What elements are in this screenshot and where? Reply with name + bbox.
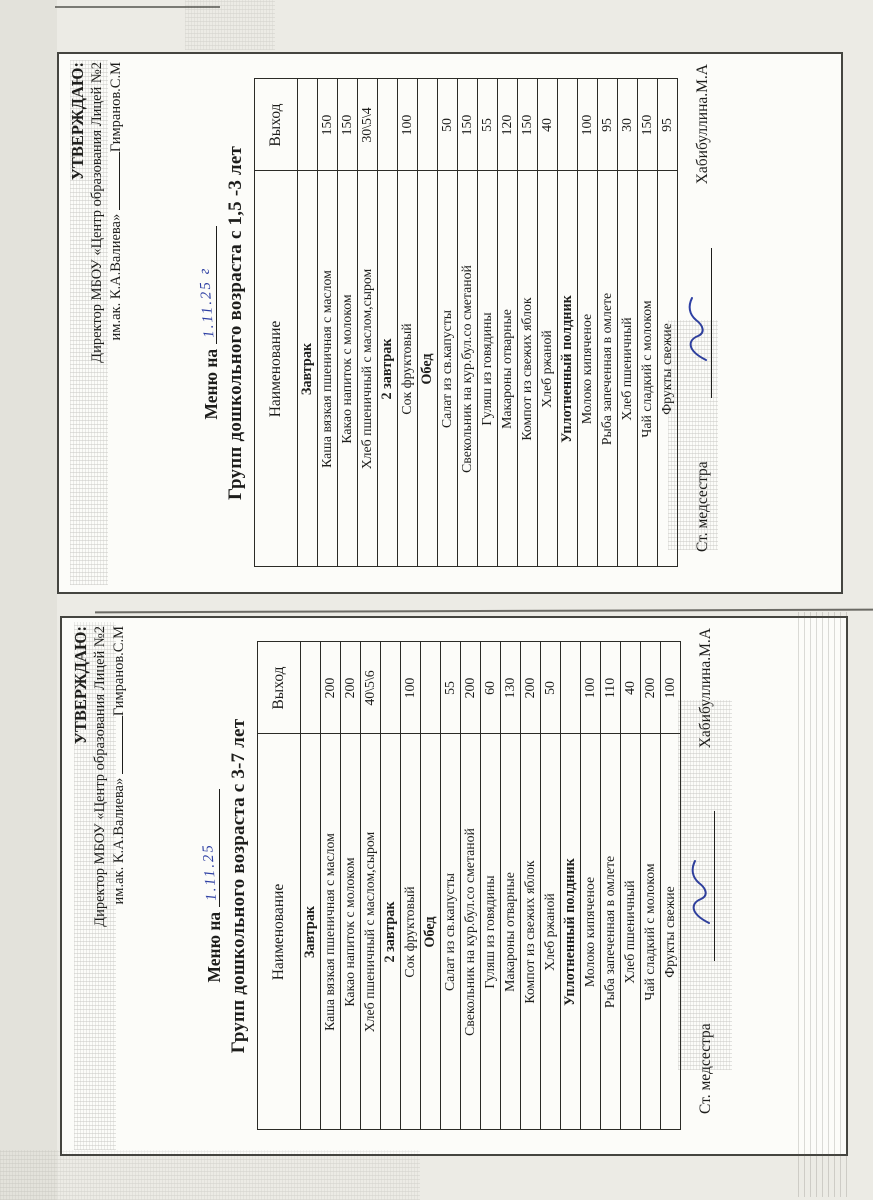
menu-item-row <box>361 642 381 1130</box>
dish-name: Свекольник на кур.бул.со сметаной <box>458 171 478 567</box>
table-header-output: Выход <box>258 642 301 734</box>
signature-blank <box>110 716 123 774</box>
menu-item-row <box>638 79 658 567</box>
approval-org: им.ак. К.А.Валиева» <box>108 213 125 341</box>
menu-table <box>254 79 678 568</box>
date-blank <box>201 789 220 907</box>
menu-item-row <box>458 79 478 567</box>
portion-output: 30\5\4 <box>358 79 378 171</box>
portion-output: 50 <box>438 79 458 171</box>
menu-item-row <box>578 79 598 567</box>
table-header-row <box>258 642 301 1130</box>
menu-item-row <box>438 79 458 567</box>
dish-name: Гуляш из говядины <box>478 171 498 567</box>
page-separator-line <box>95 609 873 614</box>
nurse-label: Ст. медсестра <box>694 461 712 552</box>
approval-director-line: Директор МБОУ «Центр образования Лицей №2 <box>92 626 109 927</box>
nurse-signature-line <box>697 616 715 1156</box>
section-row <box>381 642 401 1130</box>
portion-output: 150 <box>638 79 658 171</box>
nurse-name: Хабибуллина.М.А <box>694 64 712 185</box>
menu-item-row <box>441 642 461 1130</box>
dish-name: Завтрак <box>301 734 321 1130</box>
dish-name: Компот из свежих яблок <box>518 171 538 567</box>
portion-output: 55 <box>441 642 461 734</box>
menu-item-row <box>621 642 641 1130</box>
nurse-label: Ст. медсестра <box>697 1023 715 1114</box>
approval-director-line: Директор МБОУ «Центр образования Лицей №2 <box>89 62 106 363</box>
menu-item-row <box>518 79 538 567</box>
menu-label: Меню на <box>204 911 225 983</box>
section-row <box>418 79 438 567</box>
dish-name: Макароны отварные <box>501 734 521 1130</box>
scan-edge-artifact <box>55 6 220 8</box>
dish-name: Обед <box>418 171 438 567</box>
dish-name: Компот из свежих яблок <box>521 734 541 1130</box>
menu-item-row <box>341 642 361 1130</box>
dish-name: Хлеб пшеничный <box>621 734 641 1130</box>
dish-name: Салат из св.капусты <box>441 734 461 1130</box>
portion-output: 200 <box>321 642 341 734</box>
portion-output: 30 <box>618 79 638 171</box>
approval-heading: УТВЕРЖДАЮ: <box>71 626 90 745</box>
portion-output: 100 <box>398 79 418 171</box>
dish-name: Уплотненный полдник <box>558 171 578 567</box>
portion-output: 95 <box>598 79 618 171</box>
scan-speckles <box>0 1150 420 1200</box>
menu-item-row <box>321 642 341 1130</box>
date-blank <box>198 226 217 344</box>
dish-name: Гуляш из говядины <box>481 734 501 1130</box>
menu-item-row <box>478 79 498 567</box>
approval-block <box>70 616 129 1156</box>
portion-output: 100 <box>581 642 601 734</box>
dish-name: Фрукты свежие <box>661 734 681 1130</box>
dish-name: Обед <box>421 734 441 1130</box>
table-header-row <box>255 79 298 567</box>
signature-blank <box>107 152 120 210</box>
menu-item-row <box>481 642 501 1130</box>
nurse-name: Хабибуллина.М.А <box>697 628 715 749</box>
table-header-output: Выход <box>255 79 298 171</box>
menu-item-row <box>461 642 481 1130</box>
menu-page-1-content <box>57 52 843 594</box>
approval-signature-line <box>110 626 129 1156</box>
menu-date-line <box>201 616 225 1156</box>
dish-name: Хлеб ржаной <box>541 734 561 1130</box>
signature-scribble <box>684 294 714 364</box>
portion-output: 200 <box>341 642 361 734</box>
table-header-name: Наименование <box>255 171 298 567</box>
dish-name: Салат из св.капусты <box>438 171 458 567</box>
section-row <box>561 642 581 1130</box>
menu-item-row <box>498 79 518 567</box>
portion-output <box>298 79 318 171</box>
section-row <box>378 79 398 567</box>
dish-name: Чай сладкий с молоком <box>638 171 658 567</box>
dish-name: Молоко кипяченое <box>581 734 601 1130</box>
menu-item-row <box>501 642 521 1130</box>
portion-output: 150 <box>518 79 538 171</box>
menu-item-row <box>618 79 638 567</box>
menu-table <box>257 642 681 1131</box>
dish-name: Молоко кипяченое <box>578 171 598 567</box>
menu-item-row <box>661 642 681 1130</box>
section-row <box>301 642 321 1130</box>
portion-output: 120 <box>498 79 518 171</box>
portion-output: 200 <box>461 642 481 734</box>
dish-name: Завтрак <box>298 171 318 567</box>
menu-label: Меню на <box>201 348 222 420</box>
portion-output: 100 <box>661 642 681 734</box>
menu-page-2-content <box>60 616 848 1156</box>
portion-output <box>418 79 438 171</box>
approval-heading: УТВЕРЖДАЮ: <box>68 62 87 181</box>
portion-output <box>301 642 321 734</box>
signature-scribble <box>687 857 717 927</box>
portion-output: 55 <box>478 79 498 171</box>
dish-name: Рыба запеченная в омлете <box>601 734 621 1130</box>
dish-name: Чай сладкий с молоком <box>641 734 661 1130</box>
menu-page-2 <box>60 616 848 1156</box>
portion-output: 40 <box>538 79 558 171</box>
approval-signature-line <box>107 62 126 594</box>
portion-output: 130 <box>501 642 521 734</box>
director-name: Гимранов.С.М <box>108 62 125 153</box>
dish-name: 2 завтрак <box>378 171 398 567</box>
nurse-signature-blank <box>698 811 715 961</box>
menu-item-row <box>538 79 558 567</box>
dish-name: Каша вязкая пшеничная с маслом <box>318 171 338 567</box>
portion-output: 150 <box>458 79 478 171</box>
menu-item-row <box>641 642 661 1130</box>
menu-item-row <box>601 642 621 1130</box>
section-row <box>558 79 578 567</box>
handwritten-date: 1.11.25 г <box>196 266 218 339</box>
portion-output: 110 <box>601 642 621 734</box>
dish-name: Сок фруктовый <box>401 734 421 1130</box>
dish-name: Какао напиток с молоком <box>341 734 361 1130</box>
dish-name: Хлеб пшеничный с маслом,сыром <box>361 734 381 1130</box>
menu-date-line <box>198 52 222 594</box>
dish-name: Сок фруктовый <box>398 171 418 567</box>
portion-output: 40\5\6 <box>361 642 381 734</box>
menu-title: Групп дошкольного возраста с 1,5 -3 лет <box>225 145 247 501</box>
director-name: Гимранов.С.М <box>111 626 128 717</box>
menu-item-row <box>521 642 541 1130</box>
section-row <box>421 642 441 1130</box>
dish-name: Хлеб ржаной <box>538 171 558 567</box>
menu-item-row <box>598 79 618 567</box>
portion-output <box>378 79 398 171</box>
menu-item-row <box>398 79 418 567</box>
handwritten-date: 1.11.25 <box>200 843 221 902</box>
portion-output: 100 <box>401 642 421 734</box>
approval-block <box>67 52 126 594</box>
menu-item-row <box>541 642 561 1130</box>
scan-left-margin <box>0 0 57 1200</box>
table-header-name: Наименование <box>258 734 301 1130</box>
dish-name: Уплотненный полдник <box>561 734 581 1130</box>
portion-output: 200 <box>641 642 661 734</box>
dish-name: 2 завтрак <box>381 734 401 1130</box>
dish-name: Хлеб пшеничный <box>618 171 638 567</box>
dish-name: Фрукты свежие <box>658 171 678 567</box>
dish-name: Свекольник на кур.бул.со сметаной <box>461 734 481 1130</box>
portion-output: 95 <box>658 79 678 171</box>
menu-page-1 <box>57 52 843 594</box>
dish-name: Рыба запеченная в омлете <box>598 171 618 567</box>
portion-output: 150 <box>338 79 358 171</box>
menu-item-row <box>338 79 358 567</box>
portion-output: 150 <box>318 79 338 171</box>
menu-item-row <box>318 79 338 567</box>
menu-item-row <box>658 79 678 567</box>
dish-name: Каша вязкая пшеничная с маслом <box>321 734 341 1130</box>
dish-name: Макароны отварные <box>498 171 518 567</box>
portion-output: 50 <box>541 642 561 734</box>
approval-org: им.ак. К.А.Валиева» <box>111 777 128 905</box>
menu-title: Групп дошкольного возраста с 3-7 лет <box>228 718 250 1054</box>
portion-output: 200 <box>521 642 541 734</box>
portion-output: 60 <box>481 642 501 734</box>
portion-output <box>421 642 441 734</box>
portion-output: 100 <box>578 79 598 171</box>
section-row <box>298 79 318 567</box>
nurse-signature-line <box>694 52 712 594</box>
portion-output <box>561 642 581 734</box>
menu-item-row <box>401 642 421 1130</box>
menu-item-row <box>358 79 378 567</box>
nurse-signature-blank <box>695 248 712 398</box>
dish-name: Какао напиток с молоком <box>338 171 358 567</box>
portion-output <box>381 642 401 734</box>
menu-item-row <box>581 642 601 1130</box>
dish-name: Хлеб пшеничный с маслом,сыром <box>358 171 378 567</box>
portion-output <box>558 79 578 171</box>
portion-output: 40 <box>621 642 641 734</box>
